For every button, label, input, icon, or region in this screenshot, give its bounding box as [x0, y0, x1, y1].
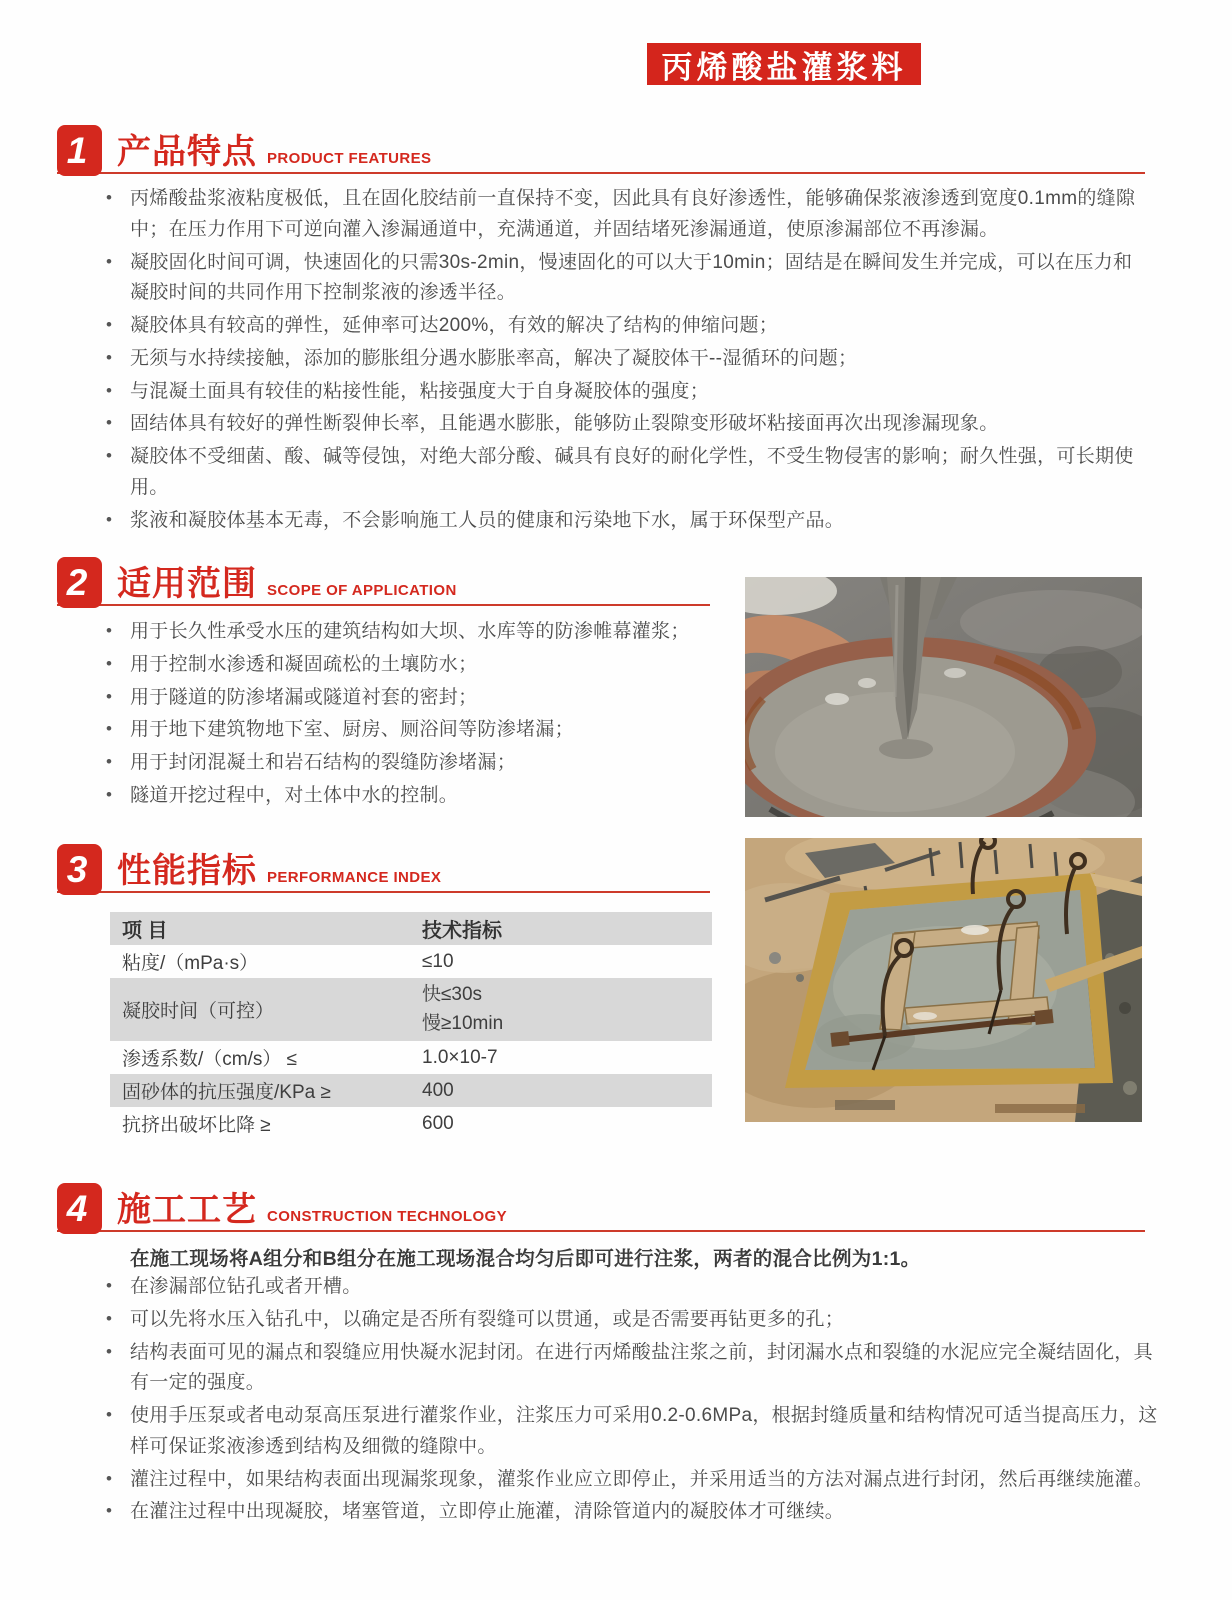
cell-item: 抗挤出破坏比降 ≥: [122, 1115, 271, 1136]
table-row: [110, 1041, 712, 1074]
bullet-item: • 凝胶体不受细菌、酸、碱等侵蚀，对绝大部分酸、碱具有良好的耐化学性，不受生物侵害的影响；耐久性强，可长期使用。: [98, 442, 1150, 504]
section-title: 适用范围: [117, 565, 257, 603]
section-header-construction: [57, 1180, 1145, 1232]
bullet-item: • 丙烯酸盐浆液粘度极低，且在固化胶结前一直保持不变，因此具有良好渗透性，能够确保浆液渗透到宽度0.1mm的缝隙中；在压力作用下可逆向灌入渗漏通道中，充满通道，并固结堵死渗漏通道，使原渗漏部位不再渗漏。: [98, 184, 1150, 246]
bullet-item: • 在灌注过程中出现凝胶，堵塞管道，立即停止施灌，清除管道内的凝胶体才可继续。: [98, 1497, 1162, 1528]
section-header-features: [57, 122, 1145, 174]
construction-intro: 在施工现场将A组分和B组分在施工现场混合均匀后即可进行注浆，两者的混合比例为1:1。: [130, 1248, 921, 1270]
section-title: 施工工艺: [117, 1191, 257, 1229]
col-header-item: 项 目: [110, 912, 410, 945]
section-number-badge: 2: [57, 557, 102, 608]
section-subtitle-en: SCOPE OF APPLICATION: [267, 582, 457, 599]
gel-slow-value: 慢≥10min: [422, 1012, 504, 1034]
section-number-badge: 3: [57, 844, 102, 895]
table-row: [110, 978, 712, 1041]
bullet-item: • 用于长久性承受水压的建筑结构如大坝、水库等的防渗帷幕灌浆；: [98, 617, 726, 648]
table-row: [110, 1107, 712, 1140]
performance-table: [110, 912, 712, 1140]
formwork-grouting-photo: [745, 838, 1142, 1122]
gel-fast-value: 快≤30s: [422, 984, 483, 1005]
table-row: [110, 1074, 712, 1107]
bullet-item: • 隧道开挖过程中，对土体中水的控制。: [98, 781, 726, 812]
section-title: 性能指标: [117, 852, 257, 890]
construction-steps-list: [98, 1272, 1162, 1530]
section-subtitle-en: PERFORMANCE INDEX: [267, 869, 442, 886]
cell-value: ≤10: [422, 950, 454, 972]
bullet-item: • 与混凝土面具有较佳的粘接性能，粘接强度大于自身凝胶体的强度；: [98, 377, 1150, 408]
bullet-item: • 凝胶体具有较高的弹性，延伸率可达200%，有效的解决了结构的伸缩问题；: [98, 311, 1150, 342]
features-list: [98, 184, 1150, 538]
section-number-badge: 4: [57, 1183, 102, 1234]
bullet-item: • 用于控制水渗透和凝固疏松的土壤防水；: [98, 650, 726, 681]
product-title-banner: 丙烯酸盐灌浆料: [647, 43, 921, 85]
bullet-item: • 结构表面可见的漏点和裂缝应用快凝水泥封闭。在进行丙烯酸盐注浆之前，封闭漏水点和裂缝的水泥应完全凝结固化，具有一定的强度。: [98, 1338, 1162, 1400]
cell-item: 固砂体的抗压强度/KPa ≥: [110, 1074, 410, 1107]
bullet-item: • 无须与水持续接触，添加的膨胀组分遇水膨胀率高，解决了凝胶体干--湿循环的问题；: [98, 344, 1150, 375]
bullet-item: • 可以先将水压入钻孔中，以确定是否所有裂缝可以贯通，或是否需要再钻更多的孔；: [98, 1305, 1162, 1336]
section-header-scope: [57, 554, 710, 606]
table-header-row: [110, 912, 712, 945]
bullet-item: • 在渗漏部位钻孔或者开槽。: [98, 1272, 1162, 1303]
scope-list: [98, 617, 726, 814]
cell-item: 凝胶时间（可控）: [110, 978, 410, 1041]
cell-value: 1.0×10-7: [422, 1046, 498, 1068]
cell-value: 600: [422, 1112, 454, 1134]
table-row: [110, 945, 712, 978]
section-number-badge: 1: [57, 125, 102, 176]
bullet-item: • 用于地下建筑物地下室、厨房、厕浴间等防渗堵漏；: [98, 715, 726, 746]
bullet-item: • 凝胶固化时间可调，快速固化的只需30s-2min，慢速固化的可以大于10min；固结是在瞬间发生并完成，可以在压力和凝胶时间的共同作用下控制浆液的渗透半径。: [98, 248, 1150, 310]
cell-value: 400: [410, 1074, 712, 1107]
bullet-item: • 用于隧道的防渗堵漏或隧道衬套的密封；: [98, 683, 726, 714]
cell-item: 粘度/（mPa·s）: [122, 953, 259, 974]
section-subtitle-en: CONSTRUCTION TECHNOLOGY: [267, 1208, 508, 1225]
formwork-grouting-photo-graphic: [745, 838, 1142, 1122]
bullet-item: • 浆液和凝胶体基本无毒，不会影响施工人员的健康和污染地下水，属于环保型产品。: [98, 506, 1150, 537]
bullet-item: • 用于封闭混凝土和岩石结构的裂缝防渗堵漏；: [98, 748, 726, 779]
section-subtitle-en: PRODUCT FEATURES: [267, 150, 432, 167]
cell-item: 渗透系数/（cm/s） ≤: [122, 1049, 298, 1070]
bullet-item: • 固结体具有较好的弹性断裂伸长率，且能遇水膨胀，能够防止裂隙变形破坏粘接面再次出现渗漏现象。: [98, 409, 1150, 440]
col-header-value: 技术指标: [410, 912, 712, 945]
section-title: 产品特点: [117, 133, 257, 171]
grout-pouring-photo: [745, 577, 1142, 817]
bullet-item: • 灌注过程中，如果结构表面出现漏浆现象，灌浆作业应立即停止，并采用适当的方法对漏点进行封闭，然后再继续施灌。: [98, 1465, 1162, 1496]
bullet-item: • 使用手压泵或者电动泵高压泵进行灌浆作业，注浆压力可采用0.2-0.6MPa，根据封缝质量和结构情况可适当提高压力，这样可保证浆液渗透到结构及细微的缝隙中。: [98, 1401, 1162, 1463]
cell-value: [410, 978, 712, 1041]
grout-pouring-photo-graphic: [745, 577, 1142, 817]
section-header-performance: [57, 841, 710, 893]
